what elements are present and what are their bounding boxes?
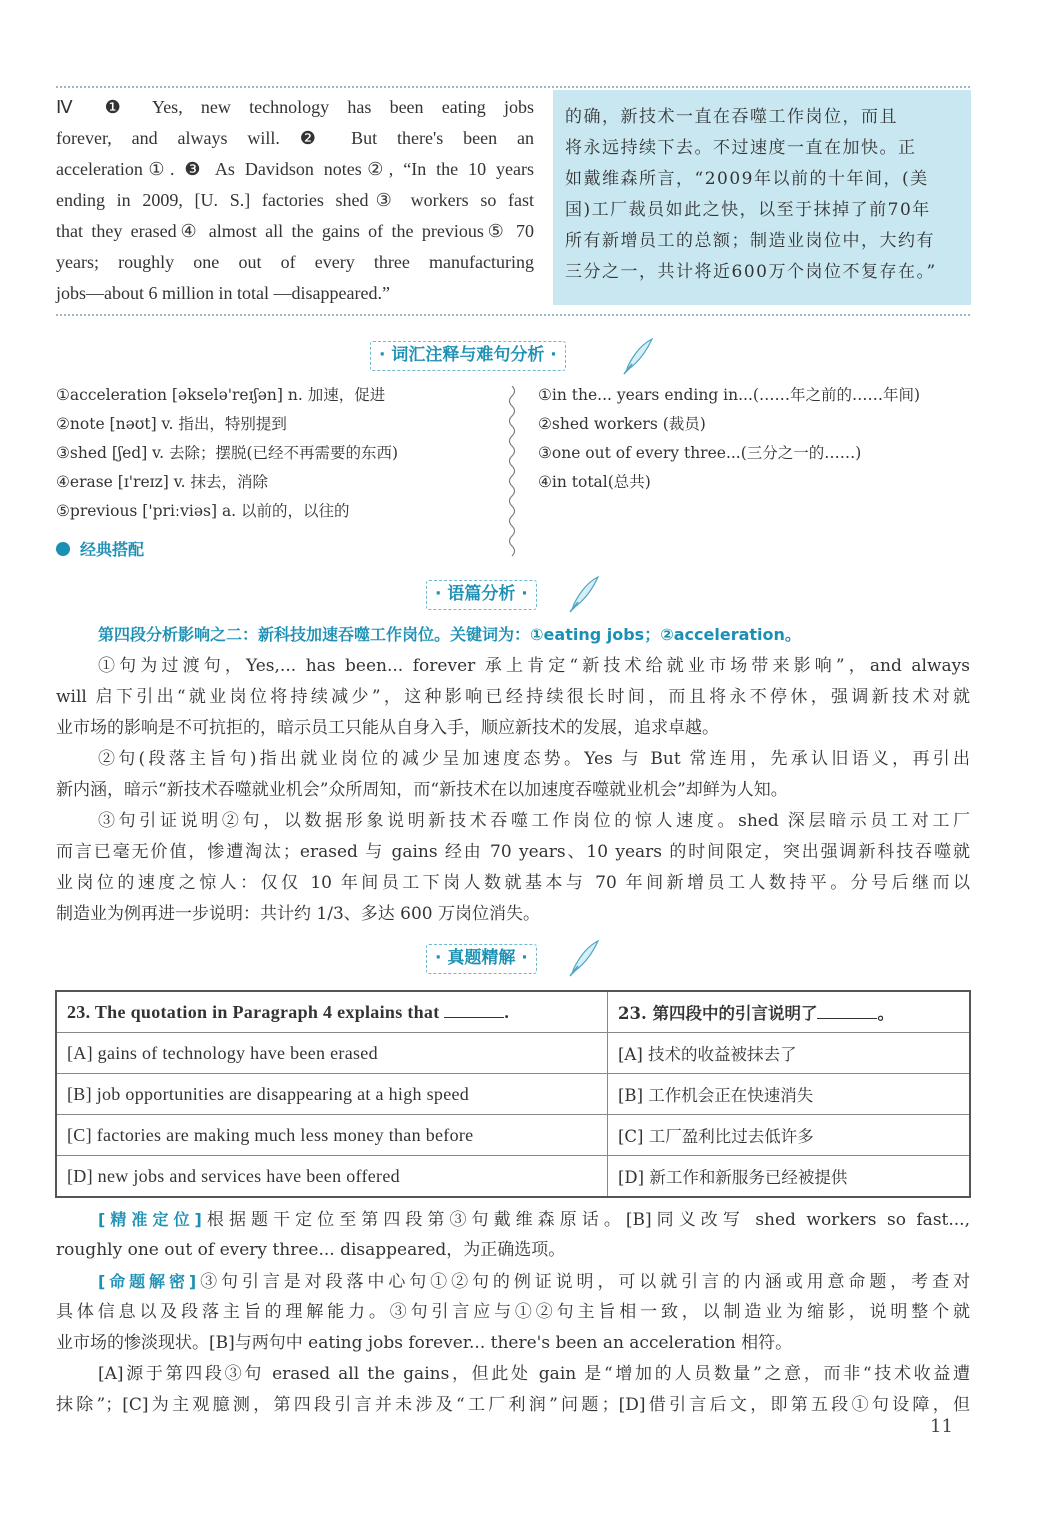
analysis-line: 业岗位的速度之惊人：仅仅 10 年间员工下岗人数就基本与 70 年间新增员工人数持平。分号后继而以 — [56, 873, 970, 893]
bullet-dot-icon — [56, 542, 70, 556]
analysis-line: ①句为过渡句，Yes,... has been... forever 承上肯定“新技术给就业市场带来影响”，and always — [98, 656, 970, 676]
collocation-heading — [56, 538, 144, 562]
collocation-label: 经典搭配 — [80, 540, 145, 559]
phrase-item: ①in the... years ending in...(……年之前的……年间) — [538, 386, 920, 404]
phrase-item: ②shed workers (裁员) — [538, 415, 706, 433]
option-row — [56, 1033, 970, 1074]
chinese-translation-box — [553, 90, 971, 305]
exam-section-title: · 真题精解 · — [426, 944, 537, 974]
passage-line: jobs—about 6 million in total —disappeared.” — [56, 283, 390, 303]
explanation-line: 具体信息以及段落主旨的理解能力。③句引言应与①②句主旨相一致，以制造业为缩影，说明整个就 — [56, 1302, 970, 1322]
option-cn: [B] 工作机会正在快速消失 — [608, 1074, 971, 1115]
answer-explanation — [56, 1204, 970, 1421]
option-en: [D] new jobs and services have been offered — [56, 1156, 608, 1198]
explanation-line: 业市场的惨淡现状。[B]与两句中 eating jobs forever... there's been an acceleration 相符。 — [56, 1333, 793, 1353]
phrase-item: ③one out of every three...(三分之一的……) — [538, 444, 862, 462]
quill-icon — [618, 336, 658, 376]
answer-blank — [444, 1003, 504, 1018]
translation-line: 将永远持续下去。不过速度一直在加快。正 — [565, 138, 917, 158]
analysis-line: 业市场的影响是不可抗拒的，暗示员工只能从自身入手，顺应新技术的发展，追求卓越。 — [56, 718, 719, 738]
top-divider — [56, 86, 970, 88]
analysis-paragraphs — [56, 651, 970, 930]
option-row — [56, 1115, 970, 1156]
translation-line: 国)工厂裁员如此之快，以至于抹掉了前70年 — [565, 200, 931, 220]
question-cn-text: 23. 第四段中的引言说明了 — [618, 1004, 818, 1023]
bottom-divider — [56, 314, 970, 316]
question-table — [55, 990, 971, 1198]
phrase-item: ④in total(总共) — [538, 473, 651, 491]
option-cn: [A] 技术的收益被抹去了 — [608, 1033, 971, 1074]
english-passage — [56, 92, 534, 309]
explanation-line: [A]源于第四段③句 erased all the gains，但此处 gain 是“增加的人员数量”之意，而非“技术收益遭 — [98, 1364, 970, 1384]
analysis-line: 新内涵，暗示“新技术吞噬就业机会”众所周知，而“新技术在以加速度吞噬就业机会”却鲜为人知。 — [56, 780, 788, 800]
quill-icon — [564, 574, 604, 614]
answer-blank — [817, 1004, 877, 1019]
option-en: [B] job opportunities are disappearing at a high speed — [56, 1074, 608, 1115]
locate-text: 根据题干定位至第四段第③句戴维森原话。[B]同义改写 shed workers so fast..., — [201, 1210, 970, 1230]
passage-line: acceleration①. ❸ As Davidson notes②, “In the 10 years — [56, 159, 534, 179]
wavy-divider — [505, 386, 519, 558]
locate-label: [精准定位] — [98, 1210, 202, 1229]
translation-line: 三分之一，共计将近600万个岗位不复存在。” — [565, 262, 937, 282]
passage-line: years; roughly one out of every three manufacturing — [56, 252, 534, 272]
translation-line: 的确，新技术一直在吞噬工作岗位，而且 — [565, 107, 898, 127]
option-row — [56, 1156, 970, 1198]
translation-line: 所有新增员工的总额；制造业岗位中，大约有 — [565, 231, 935, 251]
analysis-line: will 启下引出“就业岗位将持续减少”，这种影响已经持续很长时间，而且将永不停休，强调新技术对就 — [56, 687, 970, 707]
option-en: [A] gains of technology have been erased — [56, 1033, 608, 1074]
passage-line: Ⅳ ❶ Yes, new technology has been eating jobs — [56, 97, 534, 117]
phrase-list — [538, 381, 920, 497]
explanation-line: roughly one out of every three... disappeared，为正确选项。 — [56, 1240, 566, 1260]
option-row — [56, 1074, 970, 1115]
passage-line: ending in 2009, [U. S.] factories shed③ workers so fast — [56, 190, 534, 210]
page-number: 11 — [930, 1416, 953, 1437]
quill-icon — [564, 938, 604, 978]
question-en: 23. The quotation in Paragraph 4 explains that . — [56, 991, 608, 1033]
explanation-line — [56, 1266, 970, 1297]
explanation-line: 抹除”；[C]为主观臆测，第四段引言并未涉及“工厂利润”问题；[D]借引言后文，即第五段①句设障，但 — [56, 1395, 970, 1415]
analysis-line: ②句(段落主旨句)指出就业岗位的减少呈加速度态势。Yes 与 But 常连用，先承认旧语义，再引出 — [98, 749, 970, 769]
decode-text: ③句引言是对段落中心句①②句的例证说明，可以就引言的内涵或用意命题，考查对 — [196, 1272, 970, 1292]
analysis-section-title: · 语篇分析 · — [426, 580, 537, 610]
vocab-list — [56, 381, 398, 526]
vocab-item: ②note [nəʊt] v. 指出，特别提到 — [56, 415, 287, 433]
analysis-line: 而言已毫无价值，惨遭淘汰；erased 与 gains 经由 70 years、10 years 的时间限定，突出强调新科技吞噬就 — [56, 842, 970, 862]
vocab-item: ①acceleration [əkselə'reɪʃən] n. 加速，促进 — [56, 386, 386, 404]
analysis-line: ③句引证说明②句，以数据形象说明新技术吞噬工作岗位的惊人速度。shed 深层暗示员工对工厂 — [98, 811, 970, 831]
question-cn: 23. 第四段中的引言说明了 。 — [608, 991, 971, 1033]
vocab-item: ⑤previous ['priːviəs] a. 以前的，以往的 — [56, 502, 350, 520]
translation-line: 如戴维森所言，“2009年以前的十年间，(美 — [565, 169, 929, 189]
decode-label: [命题解密] — [98, 1272, 197, 1291]
vocab-section-title: · 词汇注释与难句分析 · — [370, 341, 566, 371]
vocab-item: ③shed [ʃed] v. 去除；摆脱(已经不再需要的东西) — [56, 444, 399, 462]
option-cn: [C] 工厂盈利比过去低许多 — [608, 1115, 971, 1156]
option-en: [C] factories are making much less money than before — [56, 1115, 608, 1156]
vocab-item: ④erase [ɪ'reɪz] v. 抹去，消除 — [56, 473, 268, 491]
question-en-text: 23. The quotation in Paragraph 4 explains that — [67, 1001, 440, 1022]
question-row — [56, 991, 970, 1033]
explanation-line — [56, 1204, 970, 1235]
passage-line: that they erased④ almost all the gains of the previous⑤ 70 — [56, 221, 534, 241]
analysis-headline: 第四段分析影响之二：新科技加速吞噬工作岗位。关键词为：①eating jobs；②acceleration。 — [98, 625, 801, 644]
analysis-line: 制造业为例再进一步说明：共计约 1/3、多达 600 万岗位消失。 — [56, 904, 541, 924]
option-cn: [D] 新工作和新服务已经被提供 — [608, 1156, 971, 1198]
passage-line: forever, and always will. ❷ But there's been an — [56, 128, 534, 148]
